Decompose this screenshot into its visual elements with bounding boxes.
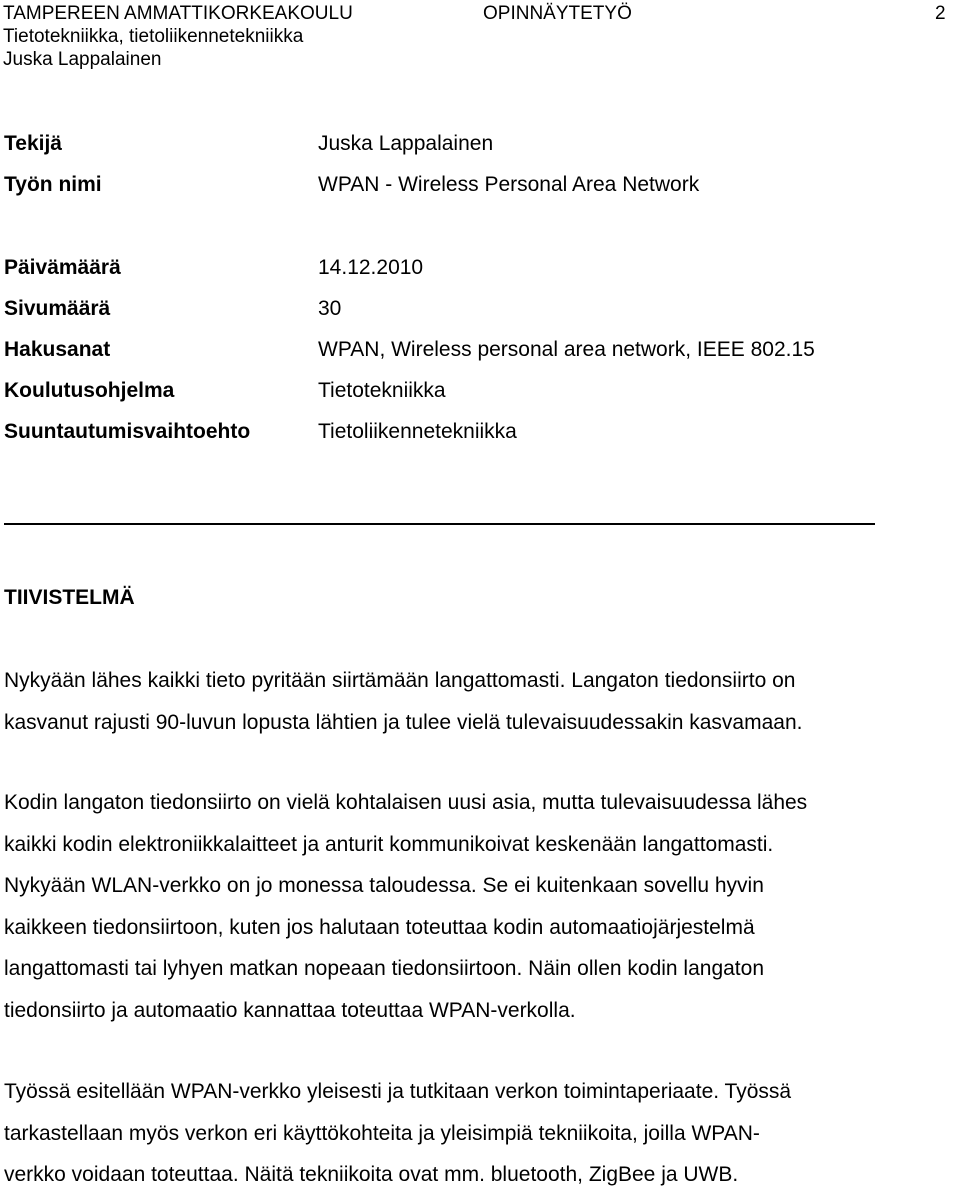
paragraph-line: Kodin langaton tiedonsiirto on vielä kohtalaisen uusi asia, mutta tulevaisuudessa lähes	[4, 791, 808, 814]
header-program: Tietotekniikka, tietoliikennetekniikka	[3, 26, 304, 47]
keywords-label: Hakusanat	[4, 338, 111, 361]
abstract-paragraph-3	[4, 1071, 959, 1196]
author-label: Tekijä	[4, 132, 62, 155]
paragraph-line: Nykyään WLAN-verkko on jo monessa taloudessa. Se ei kuitenkaan sovellu hyvin	[4, 874, 764, 897]
paragraph-line: Nykyään lähes kaikki tieto pyritään siirtämään langattomasti. Langaton tiedonsiirto on	[4, 669, 796, 692]
title-label: Työn nimi	[4, 173, 102, 196]
header-author: Juska Lappalainen	[3, 49, 162, 70]
date-value: 14.12.2010	[318, 256, 424, 279]
abstract-paragraph-1	[4, 660, 959, 743]
section-divider	[4, 523, 875, 525]
programme-label: Koulutusohjelma	[4, 379, 175, 402]
specialization-value: Tietoliikennetekniikka	[318, 420, 517, 443]
title-value: WPAN - Wireless Personal Area Network	[318, 173, 700, 196]
paragraph-line: tiedonsiirto ja automaatio kannattaa toteuttaa WPAN-verkolla.	[4, 998, 576, 1022]
keywords-value: WPAN, Wireless personal area network, IEEE 802.15	[318, 338, 815, 361]
header-institution: TAMPEREEN AMMATTIKORKEAKOULU	[3, 3, 353, 24]
paragraph-line: kasvanut rajusti 90-luvun lopusta lähtien ja tulee vielä tulevaisuudessakin kasvamaan.	[4, 710, 803, 734]
paragraph-line: langattomasti tai lyhyen matkan nopeaan tiedonsiirtoon. Näin ollen kodin langaton	[4, 957, 764, 980]
paragraph-line: tarkastellaan myös verkon eri käyttökohteita ja yleisimpiä tekniikoita, joilla WPAN-	[4, 1121, 760, 1145]
abstract-heading: TIIVISTELMÄ	[4, 586, 135, 609]
date-label: Päivämäärä	[4, 256, 121, 279]
paragraph-line: kaikkeen tiedonsiirtoon, kuten jos halutaan toteuttaa kodin automaatiojärjestelmä	[4, 915, 755, 939]
header-doc-type: OPINNÄYTETYÖ	[483, 3, 632, 24]
header-page-number: 2	[935, 3, 946, 24]
paragraph-line: verkko voidaan toteuttaa. Näitä tekniikoita ovat mm. bluetooth, ZigBee ja UWB.	[4, 1163, 739, 1186]
paragraph-line: kaikki kodin elektroniikkalaitteet ja anturit kommunikoivat keskenään langattomasti.	[4, 832, 774, 856]
pages-label: Sivumäärä	[4, 297, 111, 320]
paragraph-line: Työssä esitellään WPAN-verkko yleisesti ja tutkitaan verkon toimintaperiaate. Työssä	[4, 1080, 792, 1103]
abstract-paragraph-2	[4, 782, 959, 1031]
specialization-label: Suuntautumisvaihtoehto	[4, 420, 251, 443]
pages-value: 30	[318, 297, 342, 320]
programme-value: Tietotekniikka	[318, 379, 446, 402]
author-value: Juska Lappalainen	[318, 132, 494, 155]
